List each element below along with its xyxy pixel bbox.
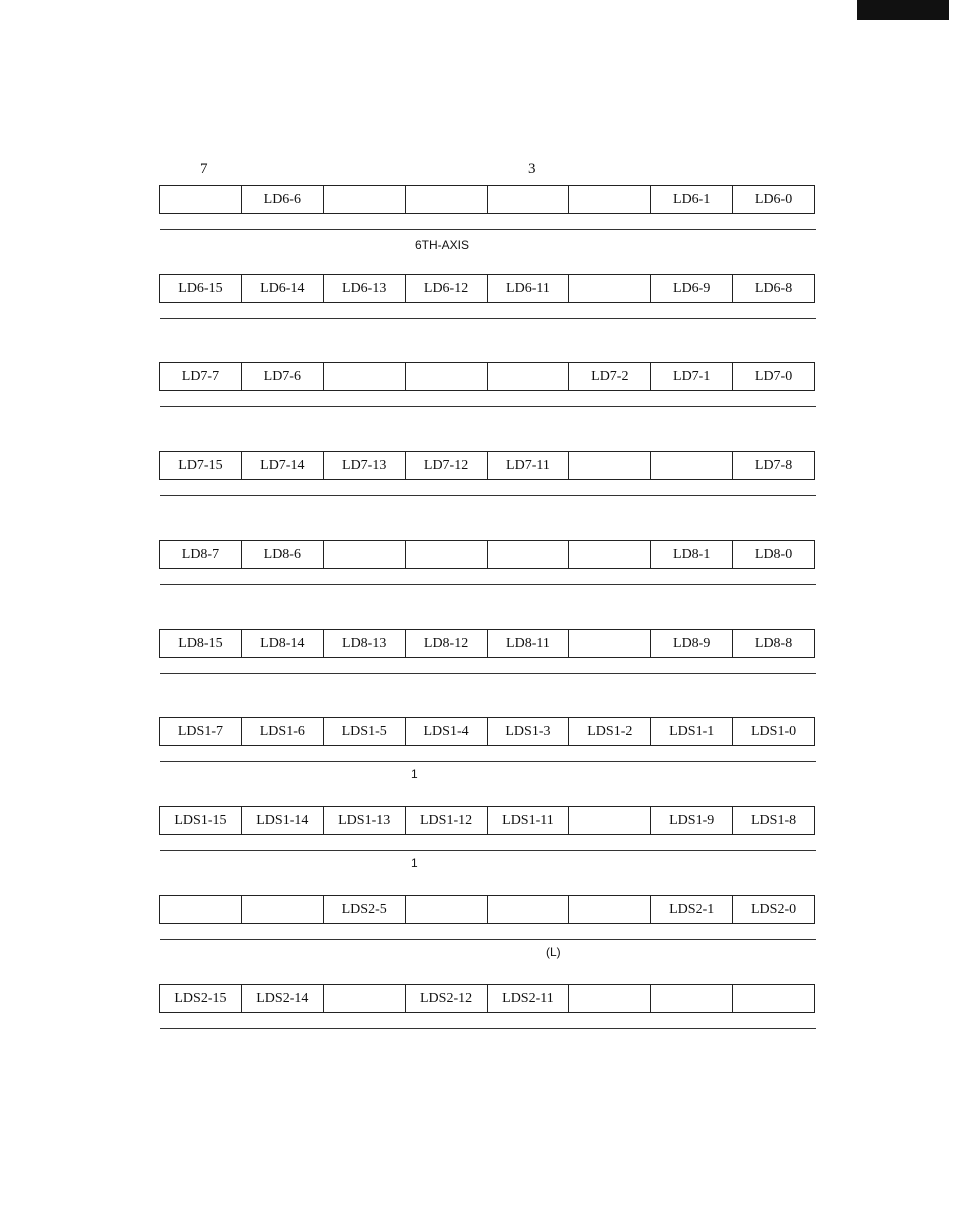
register-cell: LD6-0 [733,186,815,214]
register-cell: LD6-9 [651,275,733,303]
register-table [159,895,815,924]
divider [160,406,816,407]
table-row [160,630,815,658]
table-row [160,985,815,1013]
register-cell [323,363,405,391]
register-table [159,717,815,746]
register-cell: LDS1-13 [323,807,405,835]
register-cell [569,896,651,924]
register-table [159,806,815,835]
table-row [160,807,815,835]
register-cell: LDS1-0 [733,718,815,746]
mark-l: (L) [546,945,561,959]
register-cell: LD8-12 [405,630,487,658]
register-table [159,984,815,1013]
register-cell: LD7-0 [733,363,815,391]
divider [160,939,816,940]
register-cell: LDS1-5 [323,718,405,746]
register-cell: LD8-11 [487,630,569,658]
register-cell: LDS1-1 [651,718,733,746]
register-cell [323,186,405,214]
register-cell: LD8-15 [160,630,242,658]
register-table [159,274,815,303]
register-table [159,451,815,480]
register-table [159,362,815,391]
register-cell: LD8-0 [733,541,815,569]
register-cell [160,186,242,214]
table-row [160,541,815,569]
register-cell [651,452,733,480]
register-cell: LD6-12 [405,275,487,303]
register-cell: LD8-7 [160,541,242,569]
mark-2: 1 [411,856,418,870]
register-cell: LDS1-4 [405,718,487,746]
divider [160,229,816,230]
bit-label-mid: 3 [528,161,536,177]
register-cell: LDS2-14 [241,985,323,1013]
corner-block [857,0,949,20]
register-cell: LDS2-12 [405,985,487,1013]
register-cell [323,541,405,569]
register-cell [569,186,651,214]
register-cell: LDS1-12 [405,807,487,835]
register-cell: LD8-6 [241,541,323,569]
register-cell: LDS1-9 [651,807,733,835]
register-cell: LDS1-6 [241,718,323,746]
register-cell: LDS1-7 [160,718,242,746]
register-cell: LDS2-5 [323,896,405,924]
axis-label: 6TH-AXIS [415,238,470,252]
register-cell [487,363,569,391]
register-cell [487,186,569,214]
bit-label-left: 7 [200,161,208,177]
register-cell: LD6-6 [241,186,323,214]
register-table [159,629,815,658]
register-cell: LD7-2 [569,363,651,391]
register-cell: LD7-6 [241,363,323,391]
register-cell: LD6-13 [323,275,405,303]
register-cell: LD7-15 [160,452,242,480]
register-cell [733,985,815,1013]
table-row [160,275,815,303]
register-cell: LDS2-1 [651,896,733,924]
mark-1: 1 [411,767,418,781]
register-cell [323,985,405,1013]
register-cell: LD7-7 [160,363,242,391]
divider [160,850,816,851]
register-cell: LD8-1 [651,541,733,569]
register-cell [487,896,569,924]
register-cell: LDS1-11 [487,807,569,835]
divider [160,318,816,319]
register-cell [405,363,487,391]
register-cell: LD7-12 [405,452,487,480]
divider [160,761,816,762]
register-cell: LDS1-2 [569,718,651,746]
register-cell: LD7-1 [651,363,733,391]
register-cell: LD7-13 [323,452,405,480]
register-cell: LD7-14 [241,452,323,480]
table-row [160,896,815,924]
register-cell: LD6-14 [241,275,323,303]
register-cell: LDS2-11 [487,985,569,1013]
register-cell: LD8-9 [651,630,733,658]
register-cell: LDS1-3 [487,718,569,746]
divider [160,584,816,585]
register-cell [241,896,323,924]
register-cell: LD6-11 [487,275,569,303]
table-row [160,363,815,391]
register-cell: LDS2-0 [733,896,815,924]
register-cell: LDS1-8 [733,807,815,835]
register-cell [569,541,651,569]
register-cell [487,541,569,569]
register-cell: LDS1-14 [241,807,323,835]
register-cell [569,985,651,1013]
register-cell [569,452,651,480]
register-table [159,185,815,214]
table-row [160,452,815,480]
register-cell: LD6-8 [733,275,815,303]
register-cell: LD6-15 [160,275,242,303]
register-cell: LD8-13 [323,630,405,658]
divider [160,495,816,496]
register-cell: LD8-14 [241,630,323,658]
register-cell [651,985,733,1013]
divider [160,673,816,674]
register-cell [405,541,487,569]
register-cell [569,807,651,835]
register-cell [569,630,651,658]
register-cell: LDS1-15 [160,807,242,835]
register-cell: LD7-11 [487,452,569,480]
register-cell [569,275,651,303]
table-row [160,186,815,214]
divider [160,1028,816,1029]
register-cell: LDS2-15 [160,985,242,1013]
register-cell: LD8-8 [733,630,815,658]
register-cell [405,896,487,924]
table-row [160,718,815,746]
register-cell [405,186,487,214]
register-cell [160,896,242,924]
register-cell: LD7-8 [733,452,815,480]
register-table [159,540,815,569]
register-cell: LD6-1 [651,186,733,214]
